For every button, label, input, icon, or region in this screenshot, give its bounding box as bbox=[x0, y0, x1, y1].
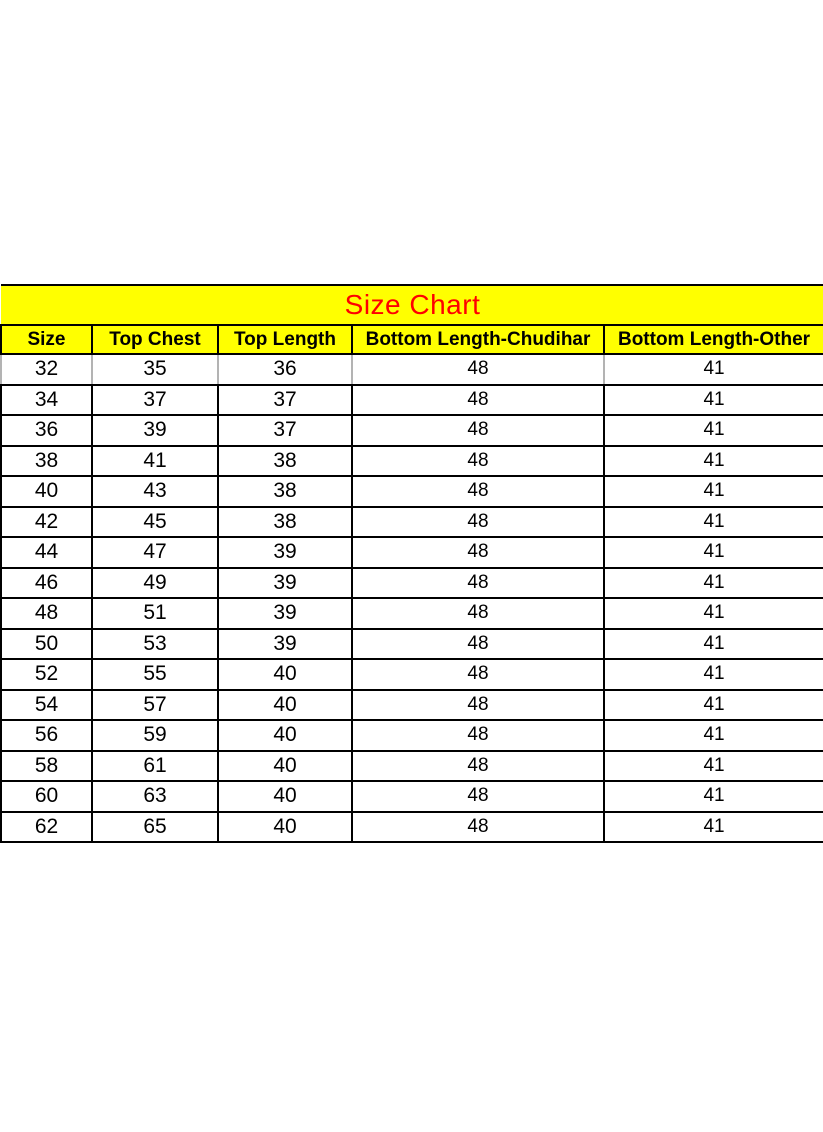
table-cell: 48 bbox=[352, 598, 604, 629]
table-cell: 37 bbox=[218, 415, 352, 446]
table-cell: 63 bbox=[92, 781, 218, 812]
table-row bbox=[1, 659, 823, 690]
column-header-bottom-length-other: Bottom Length-Other bbox=[604, 325, 823, 354]
table-row bbox=[1, 476, 823, 507]
table-cell: 41 bbox=[92, 446, 218, 477]
table-cell: 41 bbox=[604, 598, 823, 629]
page-title: Size Chart bbox=[344, 289, 481, 320]
table-cell: 40 bbox=[218, 659, 352, 690]
table-cell: 38 bbox=[1, 446, 92, 477]
table-cell: 46 bbox=[1, 568, 92, 599]
table-row bbox=[1, 720, 823, 751]
table-cell: 48 bbox=[352, 415, 604, 446]
table-cell: 40 bbox=[218, 781, 352, 812]
table-cell: 48 bbox=[352, 507, 604, 538]
table-cell: 39 bbox=[218, 629, 352, 660]
table-cell: 56 bbox=[1, 720, 92, 751]
table-cell: 58 bbox=[1, 751, 92, 782]
title-banner bbox=[1, 285, 823, 325]
table-cell: 52 bbox=[1, 659, 92, 690]
table-cell: 47 bbox=[92, 537, 218, 568]
table-row bbox=[1, 446, 823, 477]
table-row bbox=[1, 812, 823, 843]
table-cell: 48 bbox=[352, 476, 604, 507]
table-cell: 41 bbox=[604, 812, 823, 843]
table-cell: 48 bbox=[352, 751, 604, 782]
table-cell: 36 bbox=[1, 415, 92, 446]
header-row bbox=[1, 325, 823, 354]
table-cell: 43 bbox=[92, 476, 218, 507]
column-header-top-chest: Top Chest bbox=[92, 325, 218, 354]
table-cell: 48 bbox=[352, 690, 604, 721]
title-banner-cell bbox=[1, 285, 823, 325]
table-cell: 41 bbox=[604, 415, 823, 446]
table-cell: 55 bbox=[92, 659, 218, 690]
table-cell: 48 bbox=[352, 385, 604, 416]
table-cell: 44 bbox=[1, 537, 92, 568]
table-row bbox=[1, 781, 823, 812]
table-row bbox=[1, 507, 823, 538]
table-cell: 59 bbox=[92, 720, 218, 751]
table-cell: 54 bbox=[1, 690, 92, 721]
table-cell: 41 bbox=[604, 385, 823, 416]
table-cell: 45 bbox=[92, 507, 218, 538]
table-cell: 38 bbox=[218, 476, 352, 507]
table-cell: 48 bbox=[352, 537, 604, 568]
table-cell: 41 bbox=[604, 446, 823, 477]
table-cell: 48 bbox=[352, 781, 604, 812]
table-cell: 36 bbox=[218, 354, 352, 385]
table-cell: 41 bbox=[604, 720, 823, 751]
table-cell: 62 bbox=[1, 812, 92, 843]
table-cell: 65 bbox=[92, 812, 218, 843]
table-cell: 48 bbox=[352, 446, 604, 477]
column-header-bottom-length-chudihar: Bottom Length-Chudihar bbox=[352, 325, 604, 354]
table-cell: 41 bbox=[604, 781, 823, 812]
table-cell: 61 bbox=[92, 751, 218, 782]
table-cell: 50 bbox=[1, 629, 92, 660]
table-cell: 41 bbox=[604, 476, 823, 507]
table-cell: 48 bbox=[352, 812, 604, 843]
table-row bbox=[1, 568, 823, 599]
column-header-size: Size bbox=[1, 325, 92, 354]
table-cell: 48 bbox=[352, 568, 604, 599]
table-cell: 60 bbox=[1, 781, 92, 812]
table-cell: 40 bbox=[218, 690, 352, 721]
table-cell: 39 bbox=[218, 568, 352, 599]
table-cell: 35 bbox=[92, 354, 218, 385]
table-cell: 49 bbox=[92, 568, 218, 599]
table-cell: 41 bbox=[604, 354, 823, 385]
table-cell: 41 bbox=[604, 507, 823, 538]
table-cell: 41 bbox=[604, 537, 823, 568]
table-cell: 39 bbox=[218, 598, 352, 629]
table-row bbox=[1, 415, 823, 446]
table-cell: 38 bbox=[218, 446, 352, 477]
table-cell: 53 bbox=[92, 629, 218, 660]
table-cell: 42 bbox=[1, 507, 92, 538]
table-cell: 41 bbox=[604, 690, 823, 721]
table-cell: 39 bbox=[218, 537, 352, 568]
table-row bbox=[1, 385, 823, 416]
table-cell: 57 bbox=[92, 690, 218, 721]
table-row bbox=[1, 690, 823, 721]
table-cell: 48 bbox=[352, 659, 604, 690]
table-cell: 40 bbox=[218, 720, 352, 751]
table-cell: 39 bbox=[92, 415, 218, 446]
table-row bbox=[1, 598, 823, 629]
table-cell: 41 bbox=[604, 568, 823, 599]
column-header-top-length: Top Length bbox=[218, 325, 352, 354]
table-cell: 41 bbox=[604, 751, 823, 782]
table-cell: 51 bbox=[92, 598, 218, 629]
table-cell: 41 bbox=[604, 659, 823, 690]
table-cell: 40 bbox=[218, 812, 352, 843]
table-row bbox=[1, 537, 823, 568]
table-cell: 48 bbox=[1, 598, 92, 629]
table-cell: 48 bbox=[352, 354, 604, 385]
table-row bbox=[1, 751, 823, 782]
table-cell: 38 bbox=[218, 507, 352, 538]
table-cell: 48 bbox=[352, 720, 604, 751]
table-cell: 37 bbox=[218, 385, 352, 416]
table-cell: 48 bbox=[352, 629, 604, 660]
table-row bbox=[1, 629, 823, 660]
table-cell: 41 bbox=[604, 629, 823, 660]
size-chart-table bbox=[0, 284, 823, 843]
table-cell: 40 bbox=[218, 751, 352, 782]
table-cell: 40 bbox=[1, 476, 92, 507]
table-cell: 34 bbox=[1, 385, 92, 416]
table-row bbox=[1, 354, 823, 385]
table-cell: 37 bbox=[92, 385, 218, 416]
table-cell: 32 bbox=[1, 354, 92, 385]
table-body bbox=[1, 354, 823, 842]
